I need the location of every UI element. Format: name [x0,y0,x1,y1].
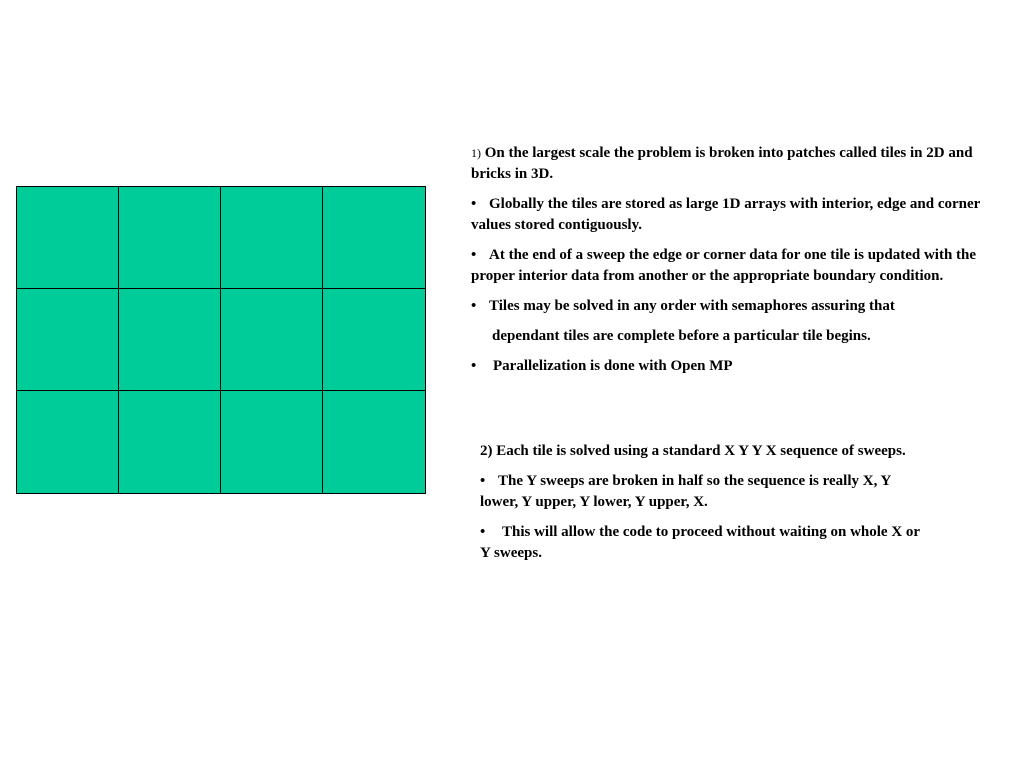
bullet-glyph: • [480,473,486,489]
tile-grid-diagram [16,186,426,494]
paragraph-5-text: Parallelization is done with Open MP [493,358,733,374]
bullet-glyph: • [471,247,477,263]
paragraph-7-text: The Y sweeps are broken in half so the sequence is really X, Y lower, Y upper, Y lower, Y upper, X. [480,473,891,510]
bullet-glyph: • [471,298,477,314]
bullet-glyph: • [480,524,486,540]
text-block-sweeps [480,441,920,573]
tile-r2-c1 [17,289,119,391]
paragraph-8-text: This will allow the code to proceed without waiting on whole X or Y sweeps. [480,524,920,561]
paragraph-1-text: On the largest scale the problem is broken into patches called tiles in 2D and bricks in 3D. [471,145,973,182]
tile-r1-c2 [119,187,221,289]
paragraph-5 [471,356,991,377]
paragraph-6 [480,441,920,462]
paragraph-4-line-2: dependant tiles are complete before a particular tile begins. [492,328,871,344]
paragraph-1 [471,143,991,185]
paragraph-7 [480,471,920,513]
paragraph-8 [480,522,920,564]
paragraph-4 [471,296,991,317]
paragraph-6-text: 2) Each tile is solved using a standard X Y Y X sequence of sweeps. [480,443,906,459]
item-number: 1) [471,146,481,160]
text-block-tiles [471,143,991,386]
paragraph-4-line-1: Tiles may be solved in any order with semaphores assuring that [489,298,895,314]
tile-r1-c4 [323,187,425,289]
tile-r3-c4 [323,391,425,493]
tile-r3-c1 [17,391,119,493]
paragraph-3 [471,245,991,287]
bullet-glyph: • [471,358,477,374]
bullet-glyph: • [471,196,477,212]
tile-r2-c2 [119,289,221,391]
paragraph-2 [471,194,991,236]
paragraph-2-text: Globally the tiles are stored as large 1D arrays with interior, edge and corner values stored contiguously. [471,196,981,233]
tile-r2-c4 [323,289,425,391]
tile-r1-c1 [17,187,119,289]
tile-r1-c3 [221,187,323,289]
tile-r3-c2 [119,391,221,493]
paragraph-3-text: At the end of a sweep the edge or corner data for one tile is updated with the proper interior data from another or the appropriate boundary condition. [471,247,977,284]
tile-r2-c3 [221,289,323,391]
tile-r3-c3 [221,391,323,493]
paragraph-4b [471,326,991,347]
